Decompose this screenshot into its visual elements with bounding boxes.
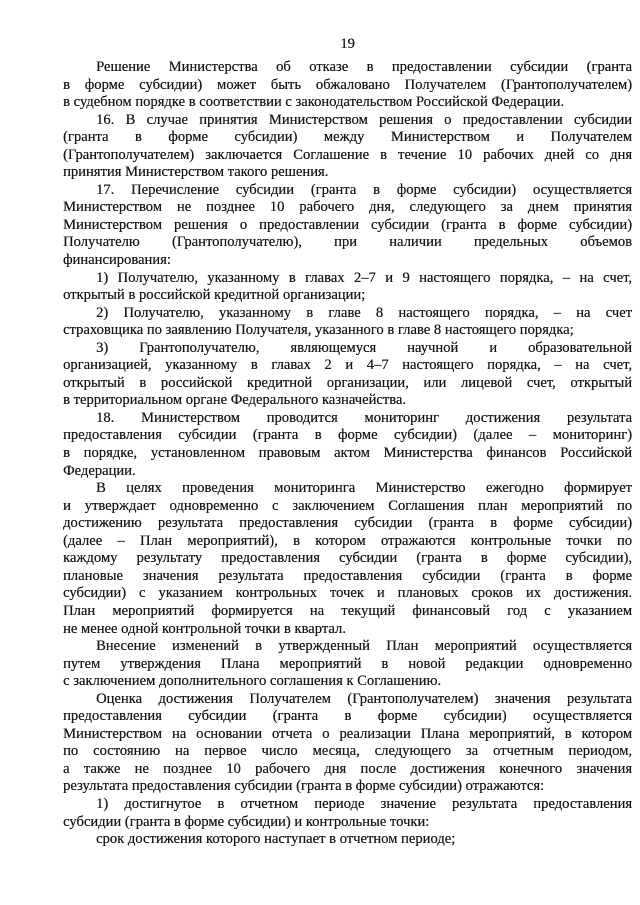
text-line: 18. Министерством проводится мониторинг достижения результата [96,409,632,426]
text-line: в территориальном органе Федерального казначейства. [63,392,406,409]
text-line: в форме субсидии) может быть обжаловано Получателем (Грантополучателем) [63,76,632,93]
paragraph [63,410,632,480]
text-line: Получателю (Грантополучателю), при наличии предельных объемов [63,234,632,251]
text-line: предоставления субсидии (гранта в форме субсидии) осуществляется [63,708,632,725]
paragraph [63,340,632,410]
text-line: 17. Перечисление субсидии (гранта в форме субсидии) осуществляется [96,181,632,198]
text-line: (далее – План мероприятий), в котором отражаются контрольные точки по [63,532,632,549]
text-line: организацией, указанному в главах 2 и 4–7 настоящего порядка, – на счет, [63,357,632,374]
paragraph [63,112,632,182]
text-line: результата предоставления субсидии (гранта в форме субсидии) отражаются: [63,778,545,795]
text-line: В целях проведения мониторинга Министерство ежегодно формирует [96,480,632,497]
text-line: и утверждает одновременно с заключением Соглашения план мероприятий по [63,497,632,514]
paragraph [63,691,632,796]
text-line: Министерством не позднее 10 рабочего дня, следующего за днем принятия [63,199,632,216]
text-line: 1) достигнутое в отчетном периоде значение результата предоставления [96,795,632,812]
text-line: субсидии (гранта в форме субсидии) и контрольные точки: [63,813,430,830]
text-line: 3) Грантополучателю, являющемуся научной и образовательной [96,339,632,356]
text-line: а также не позднее 10 рабочего дня после достижения конечного значения [63,760,632,777]
paragraph [63,796,632,831]
text-line: 16. В случае принятия Министерством решения о предоставлении субсидии [96,111,632,128]
paragraph [63,638,632,691]
page-number: 19 [340,36,355,52]
text-line: в порядке, установленном правовым актом Министерства финансов Российской [63,445,632,462]
text-line: (Грантополучателем) заключается Соглашение в течение 10 рабочих дней со дня [63,146,632,163]
text-line: в судебном порядке в соответствии с законодательством Российской Федерации. [63,94,564,111]
text-line: Решение Министерства об отказе в предоставлении субсидии (гранта [96,59,632,75]
text-line: путем утверждения Плана мероприятий в новой редакции одновременно [63,655,632,672]
paragraph [63,831,632,849]
text-line: финансирования: [63,252,171,269]
text-line: по состоянию на первое число месяца, следующего за отчетным периодом, [63,743,632,760]
text-line: с заключением дополнительного соглашения к Соглашению. [63,673,442,690]
text-line: 1) Получателю, указанному в главах 2–7 и 9 настоящего порядка, – на счет, [96,269,632,286]
text-line: Внесение изменений в утвержденный План мероприятий осуществляется [96,638,632,655]
text-line: Министерством на основании отчета о реализации Плана мероприятий, в котором [63,725,632,742]
text-line: не менее одной контрольной точки в квартал. [63,620,346,637]
text-line: открытый в российской кредитной организации, или лицевой счет, открытый [63,374,632,391]
text-line: предоставления субсидии (гранта в форме субсидии) (далее – мониторинг) [63,427,632,444]
paragraph [63,59,632,112]
paragraph [63,270,632,305]
text-line: каждому результату предоставления субсидии (гранта в форме субсидии), [63,550,632,567]
text-line: Министерством решения о предоставлении субсидии (гранта в форме субсидии) [63,216,632,233]
paragraph [63,480,632,638]
text-line: Оценка достижения Получателем (Грантополучателем) значения результата [96,690,632,707]
paragraph [63,305,632,340]
text-line: достижению результата предоставления субсидии (гранта в форме субсидии) [63,515,632,532]
text-line: План мероприятий формируется на текущий финансовый год с указанием [63,602,632,619]
text-line: субсидии) с указанием контрольных точек и плановых сроков их достижения. [63,585,632,602]
document-body [63,59,632,849]
text-line: страховщика по заявлению Получателя, указанного в главе 8 настоящего порядка; [63,322,574,339]
text-line: принятия Министерством такого решения. [63,164,329,181]
paragraph [63,182,632,270]
text-line: 2) Получателю, указанному в главе 8 настоящего порядка, – на счет [96,304,632,321]
text-line: (гранта в форме субсидии) между Министерством и Получателем [63,129,632,146]
text-line: открытый в российской кредитной организации; [63,287,366,304]
text-line: плановые значения результата предоставления субсидии (гранта в форме [63,567,632,584]
text-line: Федерации. [63,462,136,479]
text-line: срок достижения которого наступает в отчетном периоде; [96,831,456,848]
